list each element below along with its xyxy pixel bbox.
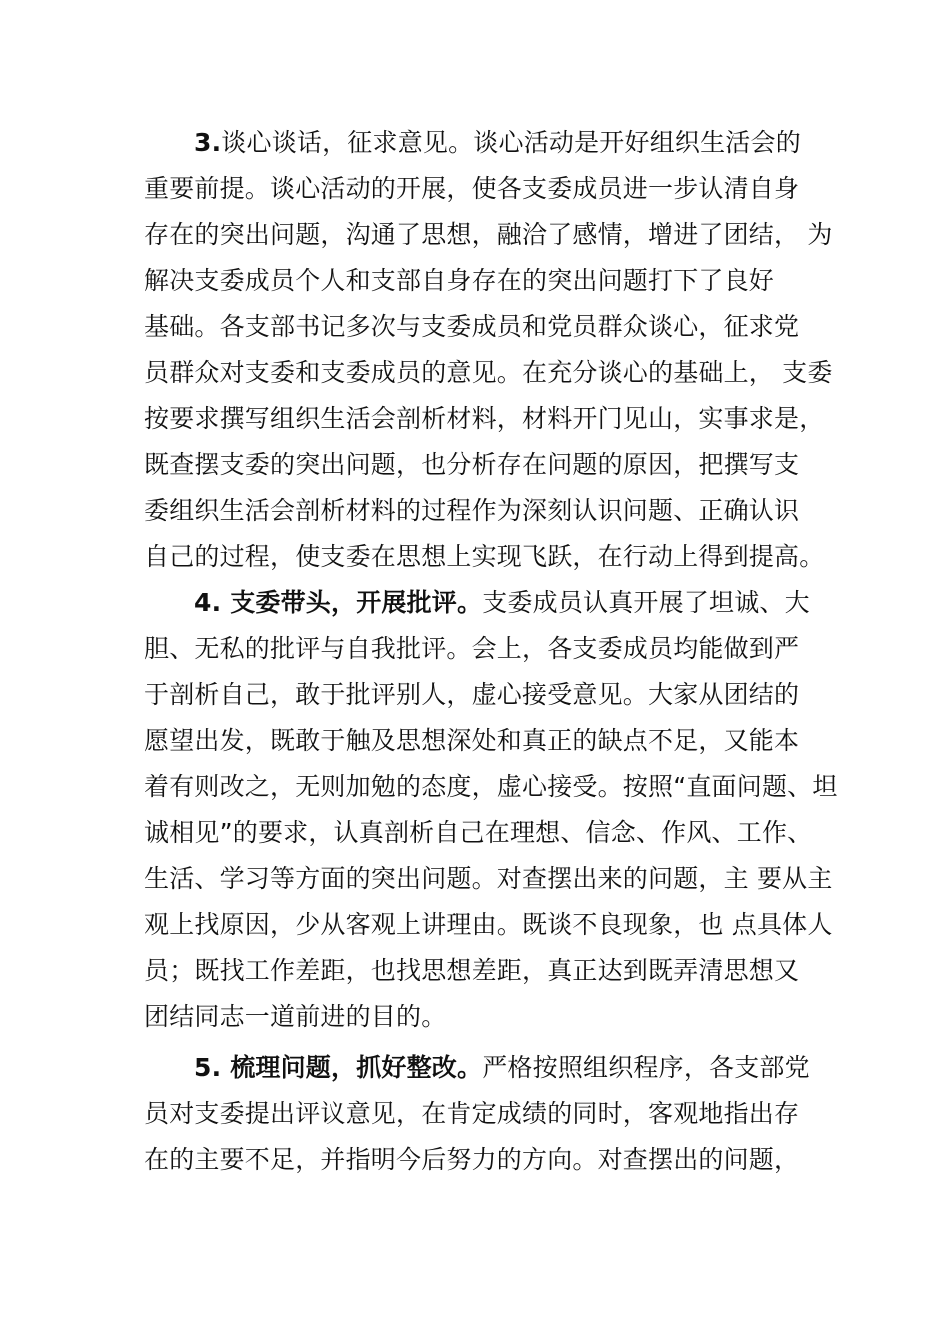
paragraph-line: 于剖析自己，敢于批评别人，虚心接受意见。大家从团结的 xyxy=(144,680,800,709)
paragraph-line: 团结同志一道前进的目的。 xyxy=(144,1002,447,1031)
paragraph-line xyxy=(144,1045,844,1091)
paragraph-line: 员群众对支委和支委成员的意见。在充分谈心的基础上， 支委 xyxy=(144,358,833,387)
paragraph-line: 愿望出发，既敢于触及思想深处和真正的缺点不足，又能本 xyxy=(144,726,800,755)
paragraph-line xyxy=(144,580,844,626)
paragraph-4 xyxy=(144,580,844,1040)
paragraph-line: 委组织生活会剖析材料的过程作为深刻认识问题、正确认识 xyxy=(144,496,800,525)
paragraph-line: 胆、无私的批评与自我批评。会上，各支委成员均能做到严 xyxy=(144,634,800,663)
paragraph-3 xyxy=(144,120,844,580)
paragraph-line: 观上找原因，少从客观上讲理由。既谈不良现象，也 点具体人 xyxy=(144,910,833,939)
paragraph-line xyxy=(144,120,844,166)
paragraph-line: 员；既找工作差距，也找思想差距，真正达到既弄清思想又 xyxy=(144,956,800,985)
line-text: 支委成员认真开展了坦诚、大 xyxy=(482,588,810,617)
paragraph-5 xyxy=(144,1045,844,1183)
paragraph-line: 重要前提。谈心活动的开展，使各支委成员进一步认清自身 xyxy=(144,174,800,203)
line-text: 严格按照组织程序，各支部党 xyxy=(482,1053,810,1082)
paragraph-line: 按要求撰写组织生活会剖析材料，材料开门见山，实事求是， xyxy=(144,404,825,433)
paragraph-heading: 梳理问题，抓好整改。 xyxy=(230,1053,483,1082)
paragraph-line: 存在的突出问题，沟通了思想，融洽了感情，增进了团结， 为 xyxy=(144,220,833,249)
paragraph-line: 基础。各支部书记多次与支委成员和党员群众谈心，征求党 xyxy=(144,312,800,341)
document-body xyxy=(144,120,844,1183)
paragraph-line: 诚相见”的要求，认真剖析自己在理想、信念、作风、工作、 xyxy=(144,818,813,847)
item-number: 3. xyxy=(194,128,222,157)
paragraph-line: 解决支委成员个人和支部自身存在的突出问题打下了良好 xyxy=(144,266,775,295)
paragraph-line: 生活、学习等方面的突出问题。对查摆出来的问题，主 要从主 xyxy=(144,864,833,893)
paragraph-heading: 支委带头，开展批评。 xyxy=(230,588,483,617)
item-number: 4. xyxy=(194,588,231,617)
paragraph-line: 员对支委提出评议意见，在肯定成绩的同时，客观地指出存 xyxy=(144,1099,800,1128)
paragraph-line: 自己的过程，使支委在思想上实现飞跃，在行动上得到提高。 xyxy=(144,542,825,571)
line-text: 谈心谈话，征求意见。谈心活动是开好组织生活会的 xyxy=(221,128,801,157)
paragraph-line: 在的主要不足，并指明今后努力的方向。对查摆出的问题， xyxy=(144,1145,800,1174)
paragraph-line: 着有则改之，无则加勉的态度，虚心接受。按照“直面问题、坦 xyxy=(144,772,838,801)
paragraph-line: 既查摆支委的突出问题，也分析存在问题的原因，把撰写支 xyxy=(144,450,800,479)
item-number: 5. xyxy=(194,1053,231,1082)
